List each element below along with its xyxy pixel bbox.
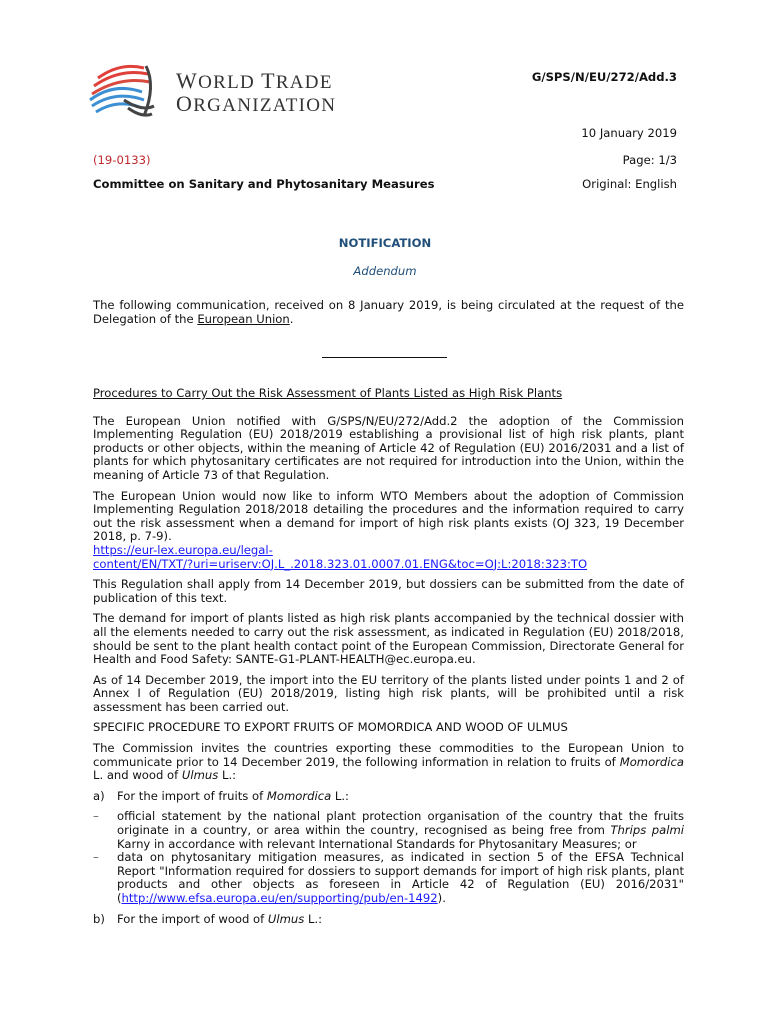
paragraph-5: As of 14 December 2019, the import into the EU territory of the plants listed under points 1 and 2 of Annex I of Regulation (EU) 2018/2019, listing high risk plants, will be prohibited until a risk assessment has been carried out. — [93, 672, 684, 714]
list-item-dash-1: – official statement by the national plant protection organisation of the country that the fruits originate in a country, or area within the country, recognised as being free from Thrips palmi Karny in accordance with relevant International Standards for Phytosanitary Measures; or — [93, 809, 684, 851]
paragraph-4: The demand for import of plants listed as high risk plants accompanied by the technical dossier with all the elements needed to carry out the risk assessment, as indicated in Regulation (EU) 2018/2018, should be sent to the plant health contact point of the European Commission, Directorate General for Health and Food Safety: SANTE-G1-PLANT-HEALTH@ec.europa.eu. — [93, 611, 684, 667]
paragraph-3: This Regulation shall apply from 14 December 2019, but dossiers can be submitted from the date of publication of this text. — [93, 577, 684, 605]
list-item-b: b) For the import of wood of Ulmus L.: — [93, 911, 323, 926]
document-body — [93, 387, 684, 926]
notification-title: NOTIFICATION — [338, 236, 432, 250]
serial-number: (19-0133) — [93, 153, 151, 167]
page-number: Page: 1/3 — [622, 153, 677, 167]
list-item-dash-2: – data on phytosanitary mitigation measures, as indicated in section 5 of the EFSA Technical Report "Information required for dossiers to support demands for import of high risk plants, plant products and other objects as foreseen in Article 42 of Regulation (EU) 2016/2031" (http://www.efsa.europa.eu/en/supporting/pub/en-1492). — [93, 850, 684, 905]
organization-name-line1: WORLD TRADE — [176, 68, 333, 93]
original-language: Original: English — [582, 177, 677, 191]
intro-paragraph: The following communication, received on 8 January 2019, is being circulated at the request of the Delegation of the European Union. — [93, 298, 684, 326]
wto-logo-icon — [84, 56, 174, 126]
organization-name — [176, 70, 336, 116]
addendum-subtitle: Addendum — [353, 264, 417, 278]
efsa-link[interactable]: http://www.efsa.europa.eu/en/supporting/pub/en-1492 — [121, 891, 438, 905]
document-symbol: G/SPS/N/EU/272/Add.3 — [531, 70, 677, 84]
paragraph-1: The European Union notified with G/SPS/N/EU/272/Add.2 the adoption of the Commission Implementing Regulation (EU) 2018/2019 establishing a provisional list of high risk plants, plant products or other objects, within the meaning of Article 42 of Regulation (EU) 2016/2031 and a list of plants for which phytosanitary certificates are not required for introduction into the Union, within the meaning of Article 73 of that Regulation. — [93, 413, 684, 482]
document-date: 10 January 2019 — [581, 126, 677, 140]
european-union-link[interactable]: European Union — [197, 311, 290, 326]
organization-name-line2: ORGANIZATION — [176, 91, 337, 116]
divider — [322, 357, 447, 358]
section-heading: Procedures to Carry Out the Risk Assessment of Plants Listed as High Risk Plants — [93, 386, 563, 400]
paragraph-7: The Commission invites the countries exporting these commodities to the European Union to communicate prior to 14 December 2019, the following information in relation to fruits of Momordica L. and wood of Ulmus L.: — [93, 741, 684, 783]
list-item-a: a) For the import of fruits of Momordica L.: — [93, 788, 349, 803]
eur-lex-link[interactable]: https://eur-lex.europa.eu/legal- content/EN/TXT/?uri=uriserv:OJ.L_.2018.323.01.0007.01.ENG&toc=OJ:L:2018:323:TO — [93, 542, 588, 571]
paragraph-2: The European Union would now like to inform WTO Members about the adoption of Commission Implementing Regulation 2018/2018 detailing the procedures and the information required to carry out the risk assessment when a demand for import of high risk plants exists (OJ 323, 19 December 2018, p. 7-9). https://eur-lex.europa.eu/legal- content/EN/TXT/?uri=uriserv:OJ.L_.2018.323.01.0007.01.ENG&toc=OJ:L:2018:323:TO — [93, 488, 684, 571]
committee-name: Committee on Sanitary and Phytosanitary Measures — [93, 177, 435, 191]
paragraph-6: SPECIFIC PROCEDURE TO EXPORT FRUITS OF MOMORDICA AND WOOD OF ULMUS — [93, 720, 568, 735]
